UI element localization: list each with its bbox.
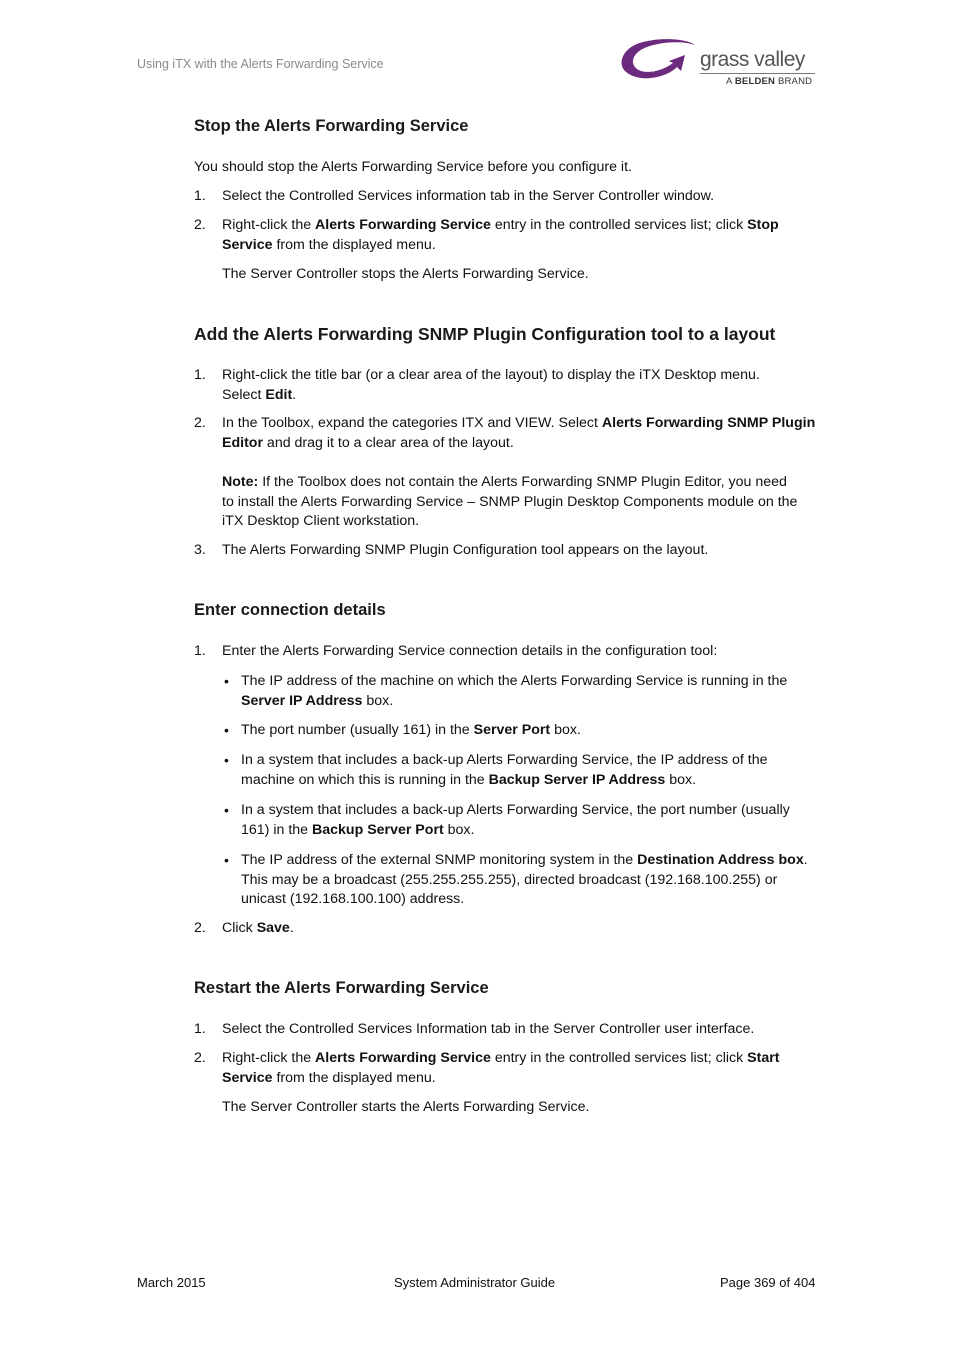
bullet-icon: •	[224, 673, 229, 689]
logo-divider	[700, 73, 815, 74]
add-note: Note: If the Toolbox does not contain the Alerts Forwarding SNMP Plugin Editor, you need to install the Alerts Forwarding Service – SNMP Plugin Desktop Components module on the iTX Desktop Client workstation.	[222, 474, 798, 530]
enter-step-2-number: 2.	[194, 920, 206, 936]
enter-bullet-5: The IP address of the external SNMP monitoring system in the Destination Address box. This may be a broadcast (255.255.255.255), directed broadcast (192.168.100.255) or unicast (192.168.100.100) address.	[241, 852, 808, 908]
section-heading-add: Add the Alerts Forwarding SNMP Plugin Configuration tool to a layout	[194, 324, 776, 344]
bullet-icon: •	[224, 802, 229, 818]
add-step-2-number: 2.	[194, 415, 206, 431]
footer-page-number: Page 369 of 404	[720, 1275, 816, 1290]
enter-bullet-4: In a system that includes a back-up Alerts Forwarding Service, the port number (usually 161) in the Backup Server Port box.	[241, 802, 790, 838]
bullet-icon: •	[224, 752, 229, 768]
add-step-3: The Alerts Forwarding SNMP Plugin Configuration tool appears on the layout.	[222, 542, 709, 558]
restart-step-1-number: 1.	[194, 1021, 206, 1037]
stop-step-2-number: 2.	[194, 217, 206, 233]
grass-valley-logo	[615, 37, 820, 91]
bullet-icon: •	[224, 852, 229, 868]
stop-result: The Server Controller stops the Alerts Forwarding Service.	[222, 266, 589, 282]
footer-doc-title: System Administrator Guide	[394, 1275, 556, 1290]
add-step-1: Right-click the title bar (or a clear area of the layout) to display the iTX Desktop menu. Select Edit.	[222, 367, 760, 403]
add-step-2: In the Toolbox, expand the categories ITX and VIEW. Select Alerts Forwarding SNMP Plugin Editor and drag it to a clear area of the layout.	[222, 415, 816, 451]
enter-bullet-1: The IP address of the machine on which the Alerts Forwarding Service is running in the Server IP Address box.	[241, 673, 788, 709]
enter-bullet-2: The port number (usually 161) in the Server Port box.	[241, 722, 581, 738]
stop-step-1: Select the Controlled Services information tab in the Server Controller window.	[222, 188, 715, 204]
enter-bullet-3: In a system that includes a back-up Alerts Forwarding Service, the IP address of the machine on which this is running in the Backup Server IP Address box.	[241, 752, 768, 788]
enter-step-2: Click Save.	[222, 920, 294, 936]
footer-date: March 2015	[137, 1275, 206, 1290]
bullet-icon: •	[224, 722, 229, 738]
section-heading-restart: Restart the Alerts Forwarding Service	[194, 979, 489, 997]
stop-step-2: Right-click the Alerts Forwarding Service entry in the controlled services list; click Stop Service from the displayed menu.	[222, 217, 779, 253]
restart-result: The Server Controller starts the Alerts Forwarding Service.	[222, 1099, 590, 1115]
section-heading-stop: Stop the Alerts Forwarding Service	[194, 117, 469, 135]
restart-step-2-number: 2.	[194, 1050, 206, 1066]
logo-tagline: A BELDEN BRAND	[726, 76, 813, 87]
section-heading-enter: Enter connection details	[194, 601, 386, 619]
enter-step-1: Enter the Alerts Forwarding Service connection details in the configuration tool:	[222, 643, 718, 659]
logo-mark-icon	[615, 37, 700, 87]
running-header: Using iTX with the Alerts Forwarding Service	[137, 57, 384, 71]
add-step-1-number: 1.	[194, 367, 206, 383]
restart-step-2: Right-click the Alerts Forwarding Service entry in the controlled services list; click Start Service from the displayed menu.	[222, 1050, 780, 1086]
stop-intro: You should stop the Alerts Forwarding Service before you configure it.	[194, 159, 632, 175]
add-step-3-number: 3.	[194, 542, 206, 558]
logo-wordmark: grass valley	[700, 48, 805, 71]
restart-step-1: Select the Controlled Services Information tab in the Server Controller user interface.	[222, 1021, 755, 1037]
enter-step-1-number: 1.	[194, 643, 206, 659]
stop-step-1-number: 1.	[194, 188, 206, 204]
